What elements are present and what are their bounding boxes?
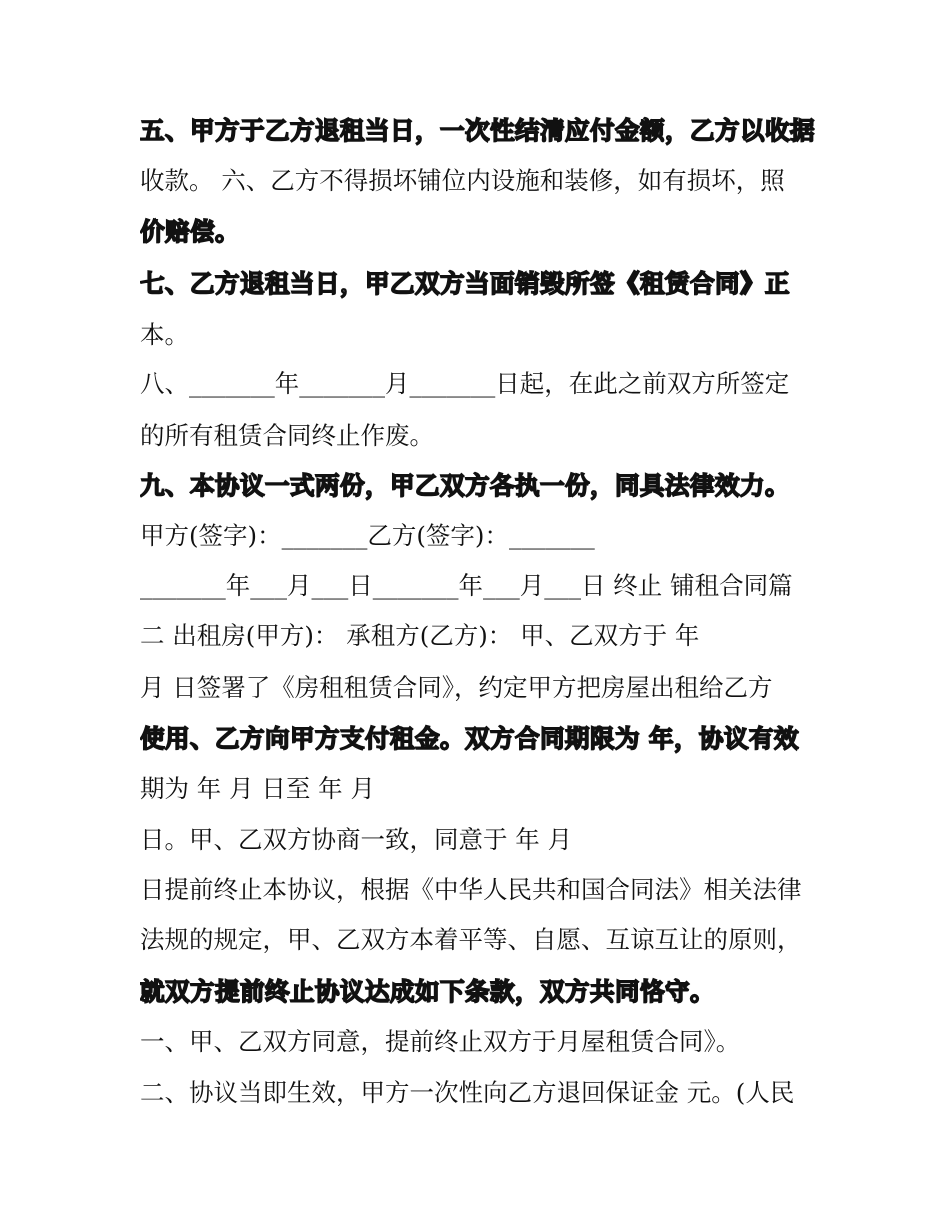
clause-8-line-2: 的所有租赁合同终止作废。 [140,421,434,450]
clause-5-line-1: 五、甲方于乙方退租当日，一次性结清应付金额，乙方以收据 [140,116,815,145]
term-1-line: 一、甲、乙双方同意，提前终止双方于月屋租赁合同》。 [140,1027,741,1056]
clause-8-line-1: 八、_______年_______月_______日起，在此之前双方所签定 [140,369,790,398]
agreement-line-5: 日提前终止本协议，根据《中华人民共和国合同法》相关法律 [140,875,802,904]
agreement-line-3: 期为 年 月 日至 年 月 [140,774,375,803]
date-line: _______年___月___日_______年___月___日 终止 铺租合同篇 [140,571,793,600]
agreement-line-6: 法规的规定，甲、乙双方本着平等、自愿、互谅互让的原则， [140,925,802,954]
agreement-line-1: 月 日签署了《房租租赁合同》，约定甲方把房屋出租给乙方 [140,673,773,702]
agreement-line-2: 使用、乙方向甲方支付租金。双方合同期限为 年，协议有效 [140,724,800,753]
clause-6-line-1: 收款。 六、乙方不得损坏铺位内设施和装修，如有损坏，照 [140,166,785,195]
clause-7-line-1: 七、乙方退租当日，甲乙双方当面销毁所签《租赁合同》正 [140,269,790,298]
clause-7-line-2: 本。 [140,320,189,349]
clause-6-line-2: 价赔偿。 [140,217,240,246]
clause-9-line: 九、本协议一式两份，甲乙双方各执一份，同具法律效力。 [140,471,790,500]
agreement-line-4: 日。甲、乙双方协商一致，同意于 年 月 [140,825,573,854]
term-2-line: 二、协议当即生效，甲方一次性向乙方退回保证金 元。(人民 [140,1078,795,1107]
agreement-line-7: 就双方提前终止协议达成如下条款，双方共同恪守。 [140,977,715,1006]
signature-line: 甲方(签字)：_______乙方(签字)：_______ [140,521,595,550]
part-two-heading: 二 出租房(甲方)： 承租方(乙方)： 甲、乙双方于 年 [140,621,700,650]
